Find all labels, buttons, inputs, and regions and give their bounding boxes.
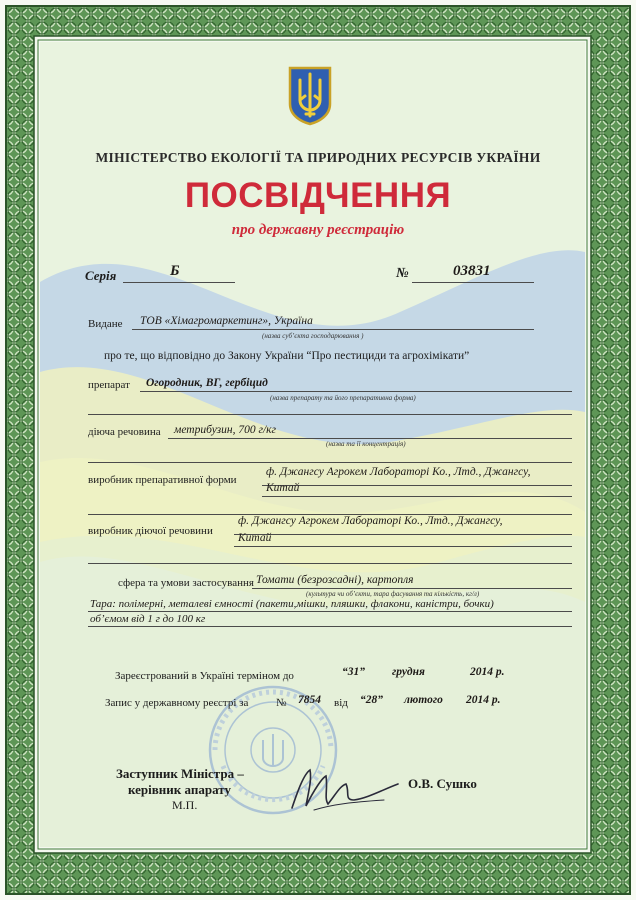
signatory-name: О.В. Сушко [408,776,477,791]
number-label: № [396,266,409,281]
record-number-value: 7854 [298,694,321,706]
preparation-label: препарат [88,379,130,391]
formulation-maker-value-1: ф. Джангсу Агрокем Лабораторі Ко., Лтд., Джангсу, [266,466,531,478]
formulation-maker-value-2: Китай [266,482,300,494]
issued-line [132,329,534,330]
active-line [168,438,572,439]
packaging-line-1 [88,611,572,612]
blank-line-4 [88,563,572,564]
series-label: Серія [85,268,117,283]
document-title: ПОСВІДЧЕННЯ [184,176,452,215]
packaging-text-1: Тара: полімерні, металеві ємності (пакети,мішки, пляшки, флакони, каністри, бочки) [90,598,494,610]
signatory-position-2: керівник апарату [128,782,231,797]
active-label: діюча речовина [88,426,161,438]
record-month: лютого [404,694,443,706]
record-number-label: № [276,697,287,709]
signatory-position-1: Заступник Міністра – [116,766,244,781]
series-value: Б [170,263,180,279]
active-maker-label: виробник діючої речовини [88,525,213,537]
blank-line-1 [88,414,572,415]
record-from-label: від [334,697,348,709]
blank-line-2 [88,462,572,463]
packaging-text-2: об’ємом від 1 г до 100 кг [90,613,206,625]
preparation-value: Огородник, ВГ, гербіцид [146,377,268,389]
registered-month: грудня [392,666,425,678]
formulation-maker-label: виробник препаративної форми [88,474,237,486]
packaging-line-2 [88,626,572,627]
scope-label: сфера та умови застосування [118,577,254,589]
active-maker-value-2: Китай [238,532,272,544]
issued-caption: (назва суб’єкта господарювання ) [262,332,364,340]
formulation-maker-line-2 [262,496,572,497]
issued-value: ТОВ «Хімагромаркетинг», Україна [140,315,313,327]
preparation-caption: (назва препарату та його препаративна форма) [270,394,416,402]
preparation-line [140,391,572,392]
law-text: про те, що відповідно до Закону України “Про пестициди та агрохімікати” [104,350,470,362]
stamp-place-label: М.П. [172,798,198,812]
registered-label: Зареєстрований в Україні терміном до [115,670,294,682]
ministry-name: МІНІСТЕРСТВО ЕКОЛОГІЇ ТА ПРИРОДНИХ РЕСУРСІВ УКРАЇНИ [95,150,541,165]
record-day: “28” [360,694,383,706]
scope-value: Томати (безрозсадні), картопля [256,574,414,586]
issued-label: Видане [88,318,123,330]
active-maker-line-2 [234,546,572,547]
registered-day: “31” [342,666,365,678]
scope-line [252,588,572,589]
document-subtitle: про державну реєстрацію [231,222,405,238]
series-line [123,282,235,283]
number-value: 03831 [453,263,491,279]
scope-caption: (культура чи об’єкти, тара фасування та кількість, кг/л) [306,590,480,598]
coat-of-arms-icon [288,66,332,126]
formulation-maker-line-1 [262,485,572,486]
active-caption: (назва та її концентрація) [326,440,406,448]
registered-year: 2014 р. [470,666,505,678]
active-maker-line-1 [234,534,572,535]
active-value: метрибузин, 700 г/кг [174,424,277,436]
number-line [412,282,534,283]
active-maker-value-1: ф. Джангсу Агрокем Лабораторі Ко., Лтд., Джангсу, [238,515,503,527]
record-label: Запис у державному реєстрі за [105,697,249,709]
handwritten-signature [284,760,404,820]
record-year: 2014 р. [466,694,501,706]
